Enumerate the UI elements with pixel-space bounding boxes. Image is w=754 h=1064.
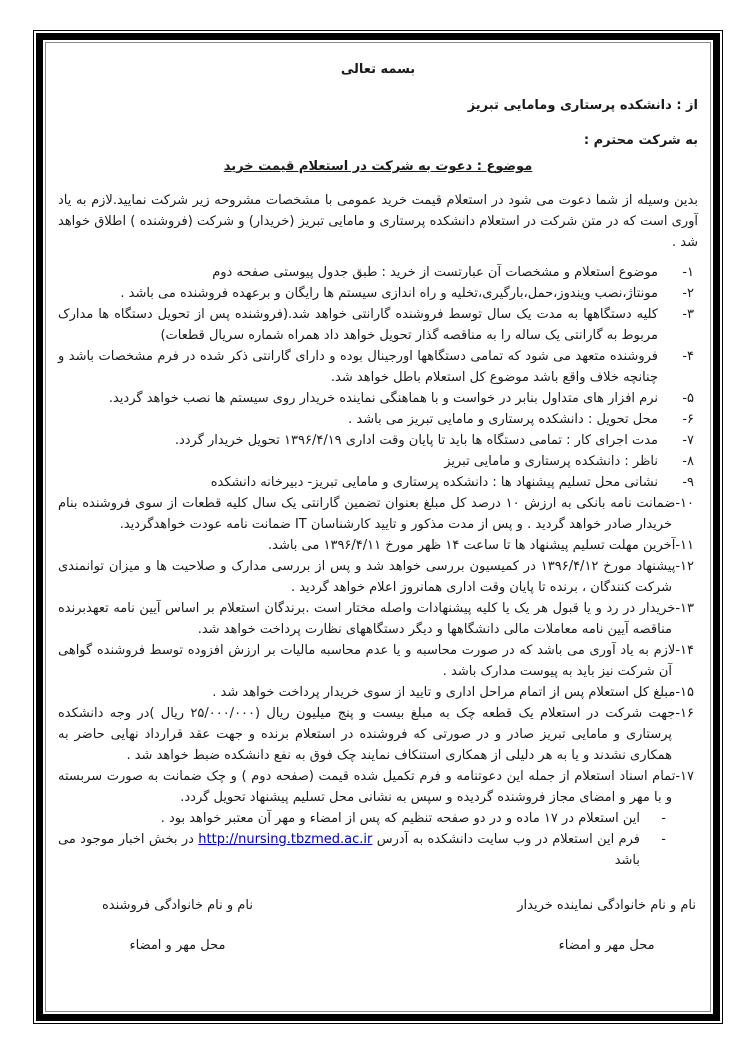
item-number: ۱- [682, 265, 694, 280]
item-number: ۱۳- [675, 601, 694, 616]
item-text: جهت شرکت در استعلام یک قطعه چک به مبلغ بیست و پنج میلیون ریال (۲۵/۰۰۰/۰۰۰ ریال )در وجه دانشکده پرستاری و مامایی تبریز صادر و در صورتی که فروشنده در استعلام برنده و جهت عقد قرارداد نهایی حاضر به همکاری نشدند و یا به هر دلیلی از همکاری استنکاف نمایند چک فوق به نفع دانشکده ضبط خواهد شد . [58, 706, 676, 763]
term-item-4 [58, 346, 694, 388]
item-number: ۲- [682, 286, 694, 301]
subject-line: موضوع : دعوت به شرکت در استعلام قیمت خرید [223, 159, 533, 174]
letter-content [58, 59, 698, 956]
item-number: ۳- [682, 307, 694, 322]
item-number: ۹- [682, 475, 694, 490]
nursing-website-link[interactable]: http://nursing.tbzmed.ac.ir [198, 832, 373, 847]
note-articles [58, 808, 666, 829]
document-border-inner [45, 42, 711, 1012]
item-text: ضمانت نامه بانکی به ارزش ۱۰ درصد کل مبلغ بعنوان تضمین گارانتی یک سال کلیه قطعات از سوی فروشنده بنام خریدار صادر خواهد گردید . و پس از مدت مذکور و تایید کارشناسان IT ضمانت نامه عودت خواهدگردید. [58, 496, 676, 532]
item-text: موضوع استعلام و مشخصات آن عبارتست از خرید : طبق جدول پیوستی صفحه دوم [212, 265, 658, 280]
term-item-12 [58, 556, 694, 598]
document-border-band [36, 33, 720, 1021]
item-text: خریدار در رد و یا قبول هر یک یا کلیه پیشنهادات واصله مختار است .برندگان استعلام بر اساس آیین نامه تعهدبرنده مناقصه آیین نامه معاملات مالی دانشگاهها و دیگر دستگاههای نظارت پرداخت خواهد شد. [58, 601, 676, 637]
term-item-14 [58, 640, 694, 682]
item-number: ۵- [682, 391, 694, 406]
item-number: ۴- [682, 349, 694, 364]
term-item-15 [58, 682, 694, 703]
buyer-signature-column [517, 895, 696, 956]
item-text: پیشنهاد مورخ ۱۳۹۶/۴/۱۲ در کمیسیون بررسی خواهد شد و پس از بررسی مدارک و صلاحیت ها و میزان توانمندی شرکت کنندگان ، برنده تا پایان وقت اداری همانروز اعلام خواهد گردید . [58, 559, 676, 595]
item-text: فروشنده متعهد می شود که تمامی دستگاهها اورجینال بوده و دارای گارانتی ذکر شده در فرم مشخصات باشد و چنانچه خلاف واقع باشد موضوع کل استعلام باطل خواهد شد. [58, 349, 658, 385]
item-text: کلیه دستگاهها به مدت یک سال توسط فروشنده گارانتی خواهد شد.(فروشنده پس از تحویل دستگاه ها مدارک مربوط به گارانتی یک ساله را به مناقصه گذار تحویل خواهد داد همراه شماره سریال قطعات) [58, 307, 658, 343]
seller-signature-column [102, 895, 253, 956]
term-item-7 [58, 430, 694, 451]
item-number: ۸- [682, 454, 694, 469]
signature-block [58, 895, 698, 956]
buyer-seal-label: محل مهر و امضاء [558, 938, 655, 953]
term-item-3 [58, 304, 694, 346]
document-border-outer [33, 30, 723, 1024]
item-text: مبلغ کل استعلام پس از اتمام مراحل اداری و تایید از سوی خریدار پرداخت خواهد شد . [212, 685, 676, 700]
item-text: نشانی محل تسلیم پیشنهاد ها : دانشکده پرستاری و مامایی تبریز- دبیرخانه دانشکده [210, 475, 658, 490]
term-item-13 [58, 598, 694, 640]
term-item-11 [58, 535, 694, 556]
item-number: ۱۶- [675, 706, 694, 721]
item-number: ۱۰- [675, 496, 694, 511]
item-text: مدت اجرای کار : تمامی دستگاه ها باید تا پایان وقت اداری ۱۳۹۶/۴/۱۹ تحویل خریدار گردد. [174, 433, 658, 448]
note-website [58, 829, 666, 871]
item-number: ۱۲- [675, 559, 694, 574]
item-text: نرم افزار های متداول بنابر در خواست و با هماهنگی نماینده خریدار روی سیستم ها نصب خواهد گردید. [108, 391, 658, 406]
term-item-17 [58, 766, 694, 808]
term-item-6 [58, 409, 694, 430]
note-text-after: در بخش اخبار موجود می باشد [58, 832, 640, 868]
dash-bullet: - [661, 832, 666, 847]
to-line: به شرکت محترم : [583, 133, 698, 148]
item-number: ۱۴- [675, 643, 694, 658]
note-text: این استعلام در ۱۷ ماده و در دو صفحه تنظیم که پس از امضاء و مهر آن معتبر خواهد بود . [160, 811, 640, 826]
item-number: ۷- [682, 433, 694, 448]
seller-seal-label: محل مهر و امضاء [129, 938, 226, 953]
term-item-9 [58, 472, 694, 493]
item-number: ۱۷- [675, 769, 694, 784]
item-number: ۱۵- [675, 685, 694, 700]
bismillah-heading: بسمه تعالی [340, 62, 416, 77]
term-item-8 [58, 451, 694, 472]
term-item-2 [58, 283, 694, 304]
item-text: ناظر : دانشکده پرستاری و مامایی تبریز [444, 454, 658, 469]
from-line: از : دانشکده پرستاری ومامایی تبریز [467, 98, 698, 113]
item-text: لازم به یاد آوری می باشد که در صورت محاسبه و یا عدم محاسبه مالیات بر ارزش افزوده توسط فروشنده گواهی آن شرکت نیز باید به پیوست مدارک باشد . [58, 643, 676, 679]
term-item-10 [58, 493, 694, 535]
item-number: ۶- [682, 412, 694, 427]
buyer-name-label: نام و نام خانوادگی نماینده خریدار [517, 898, 696, 913]
terms-list [58, 262, 694, 808]
dash-bullet: - [661, 811, 666, 826]
term-item-1 [58, 262, 694, 283]
item-text: مونتاژ،نصب ویندوز،حمل،بارگیری،تخلیه و راه اندازی سیستم ها رایگان و برعهده فروشنده می باشد . [120, 286, 658, 301]
item-text: آخرین مهلت تسلیم پیشنهاد ها تا ساعت ۱۴ ظهر مورخ ۱۳۹۶/۴/۱۱ می باشد. [267, 538, 676, 553]
seller-name-label: نام و نام خانوادگی فروشنده [102, 898, 253, 913]
intro-paragraph: بدین وسیله از شما دعوت می شود در استعلام قیمت خرید عمومی با مشخصات مشروحه زیر شرکت نمایید.لازم به یاد آوری است که در متن شرکت در استعلام دانشکده پرستاری و مامایی تبریز (خریدار) و شرکت (فروشنده ) اطلاق خواهد شد . [58, 193, 698, 250]
item-number: ۱۱- [675, 538, 694, 553]
term-item-16 [58, 703, 694, 766]
item-text: تمام اسناد استعلام از جمله این دعوتنامه و فرم تکمیل شده قیمت (صفحه دوم ) و چک ضمانت به صورت سربسته و با مهر و امضای مجاز فروشنده گردیده و سپس به نشانی محل تسلیم پیشنهاد تحویل گردد. [58, 769, 676, 805]
note-text-before: فرم این استعلام در وب سایت دانشکده به آدرس [376, 832, 640, 847]
term-item-5 [58, 388, 694, 409]
item-text: محل تحویل : دانشکده پرستاری و مامایی تبریز می باشد . [348, 412, 658, 427]
